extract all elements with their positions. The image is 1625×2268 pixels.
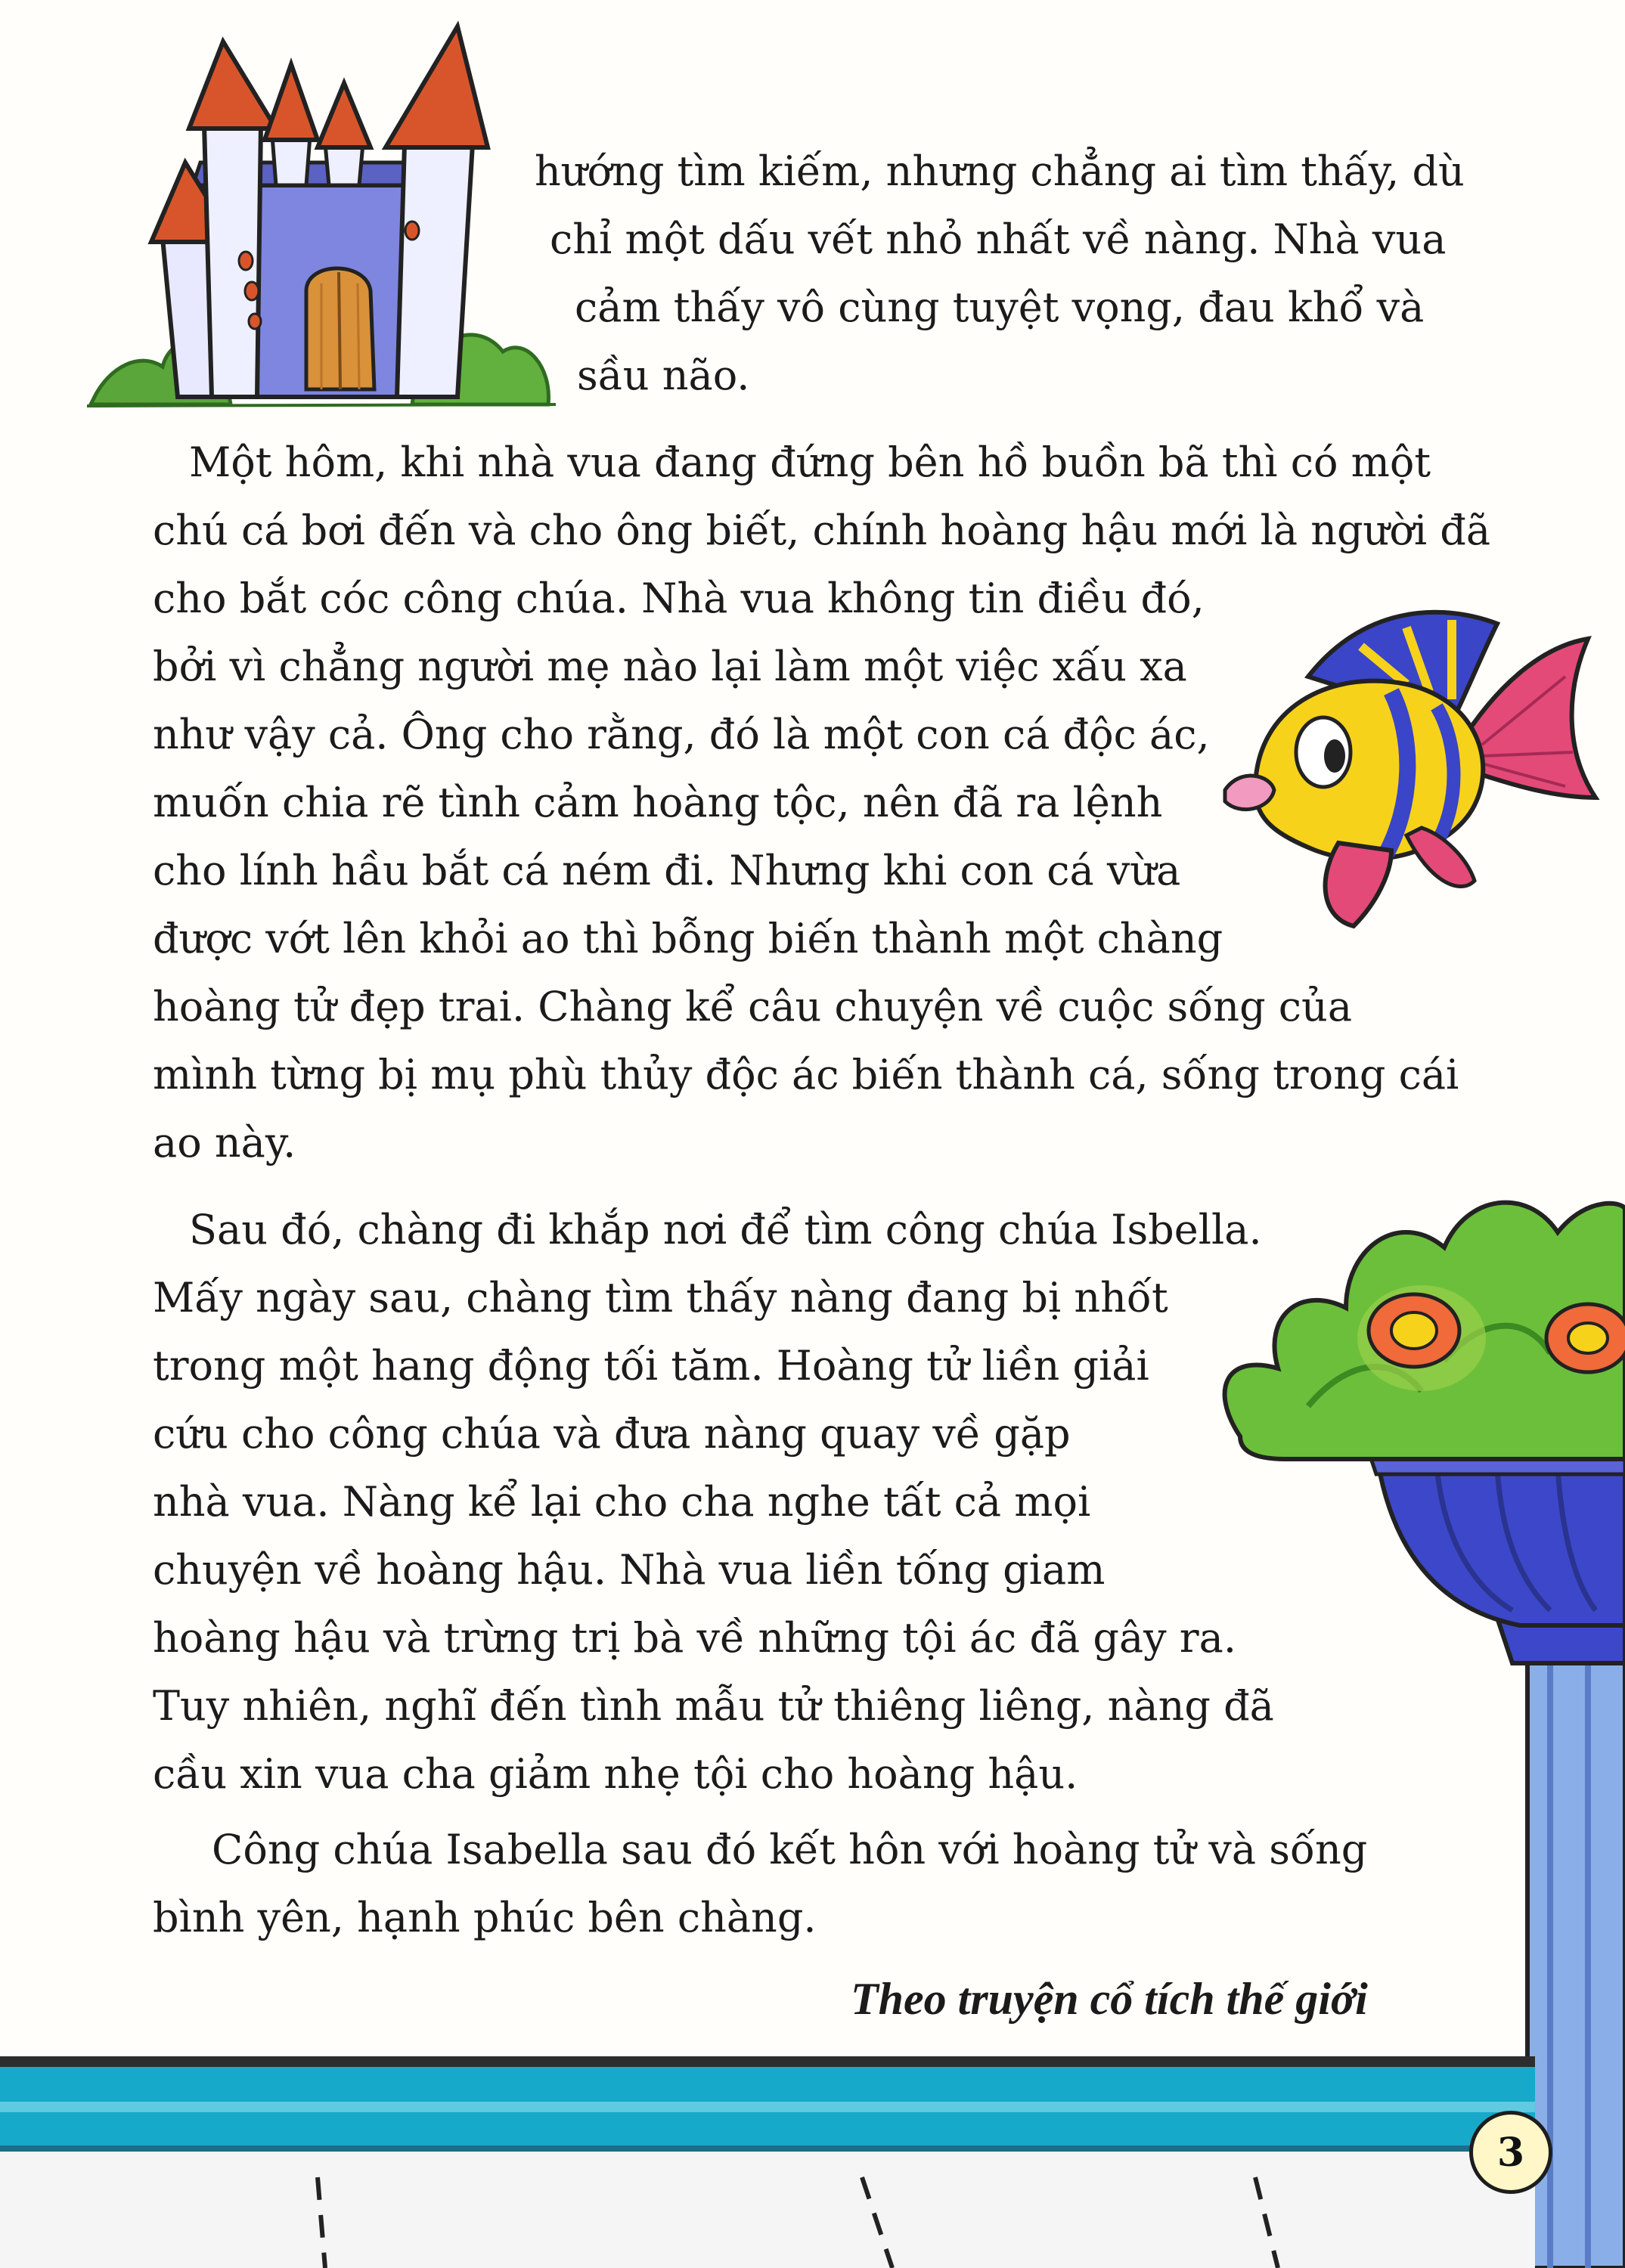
fish-illustration [1210, 593, 1603, 941]
text-line: ao này. [153, 1119, 296, 1167]
text-line: chỉ một dấu vết nhỏ nhất về nàng. Nhà vua [550, 215, 1447, 263]
text-line: trong một hang động tối tăm. Hoàng tử liền giải [153, 1342, 1149, 1390]
text-line: hướng tìm kiếm, nhưng chẳng ai tìm thấy, dù [535, 147, 1465, 195]
text-line: như vậy cả. Ông cho rằng, đó là một con cá độc ác, [153, 711, 1210, 758]
text-line: muốn chia rẽ tình cảm hoàng tộc, nên đã ra lệnh [153, 779, 1163, 826]
text-line: cầu xin vua cha giảm nhẹ tội cho hoàng hậu. [153, 1750, 1078, 1798]
text-line: cứu cho công chúa và đưa nàng quay về gặp [153, 1410, 1071, 1458]
text-line: hoàng hậu và trừng trị bà về những tội ác đã gây ra. [153, 1614, 1236, 1662]
text-line: Công chúa Isabella sau đó kết hôn với hoàng tử và sống [212, 1826, 1368, 1873]
text-line: chú cá bơi đến và cho ông biết, chính hoàng hậu mới là người đã [153, 507, 1491, 554]
text-line: mình từng bị mụ phù thủy độc ác biến thành cá, sống trong cái [153, 1051, 1459, 1098]
text-line: Sau đó, chàng đi khắp nơi để tìm công chúa Isbella. [189, 1206, 1262, 1253]
text-line: bình yên, hạnh phúc bên chàng. [153, 1894, 817, 1941]
page-number: 3 [1469, 2111, 1552, 2194]
text-line: được vớt lên khỏi ao thì bỗng biến thành một chàng [153, 915, 1223, 962]
bottom-band [0, 2056, 1625, 2268]
text-line: chuyện về hoàng hậu. Nhà vua liền tống giam [153, 1546, 1106, 1594]
text-line: nhà vua. Nàng kể lại cho cha nghe tất cả mọi [153, 1478, 1091, 1526]
text-line: hoàng tử đẹp trai. Chàng kể câu chuyện về cuộc sống của [153, 983, 1353, 1030]
text-line: Tuy nhiên, nghĩ đến tình mẫu tử thiêng liêng, nàng đã [153, 1682, 1274, 1730]
source-attribution: Theo truyện cổ tích thế giới [851, 1974, 1368, 2024]
text-line: Mấy ngày sau, chàng tìm thấy nàng đang bị nhốt [153, 1274, 1168, 1321]
text-line: sầu não. [577, 352, 750, 399]
castle-illustration [79, 11, 563, 412]
text-line: cho lính hầu bắt cá ném đi. Nhưng khi con cá vừa [153, 847, 1181, 894]
text-line: bởi vì chẳng người mẹ nào lại làm một việc xấu xa [153, 643, 1187, 690]
text-line: cho bắt cóc công chúa. Nhà vua không tin điều đó, [153, 575, 1205, 622]
text-line: Một hôm, khi nhà vua đang đứng bên hồ buồn bã thì có một [189, 438, 1431, 486]
text-line: cảm thấy vô cùng tuyệt vọng, đau khổ và [575, 284, 1425, 331]
